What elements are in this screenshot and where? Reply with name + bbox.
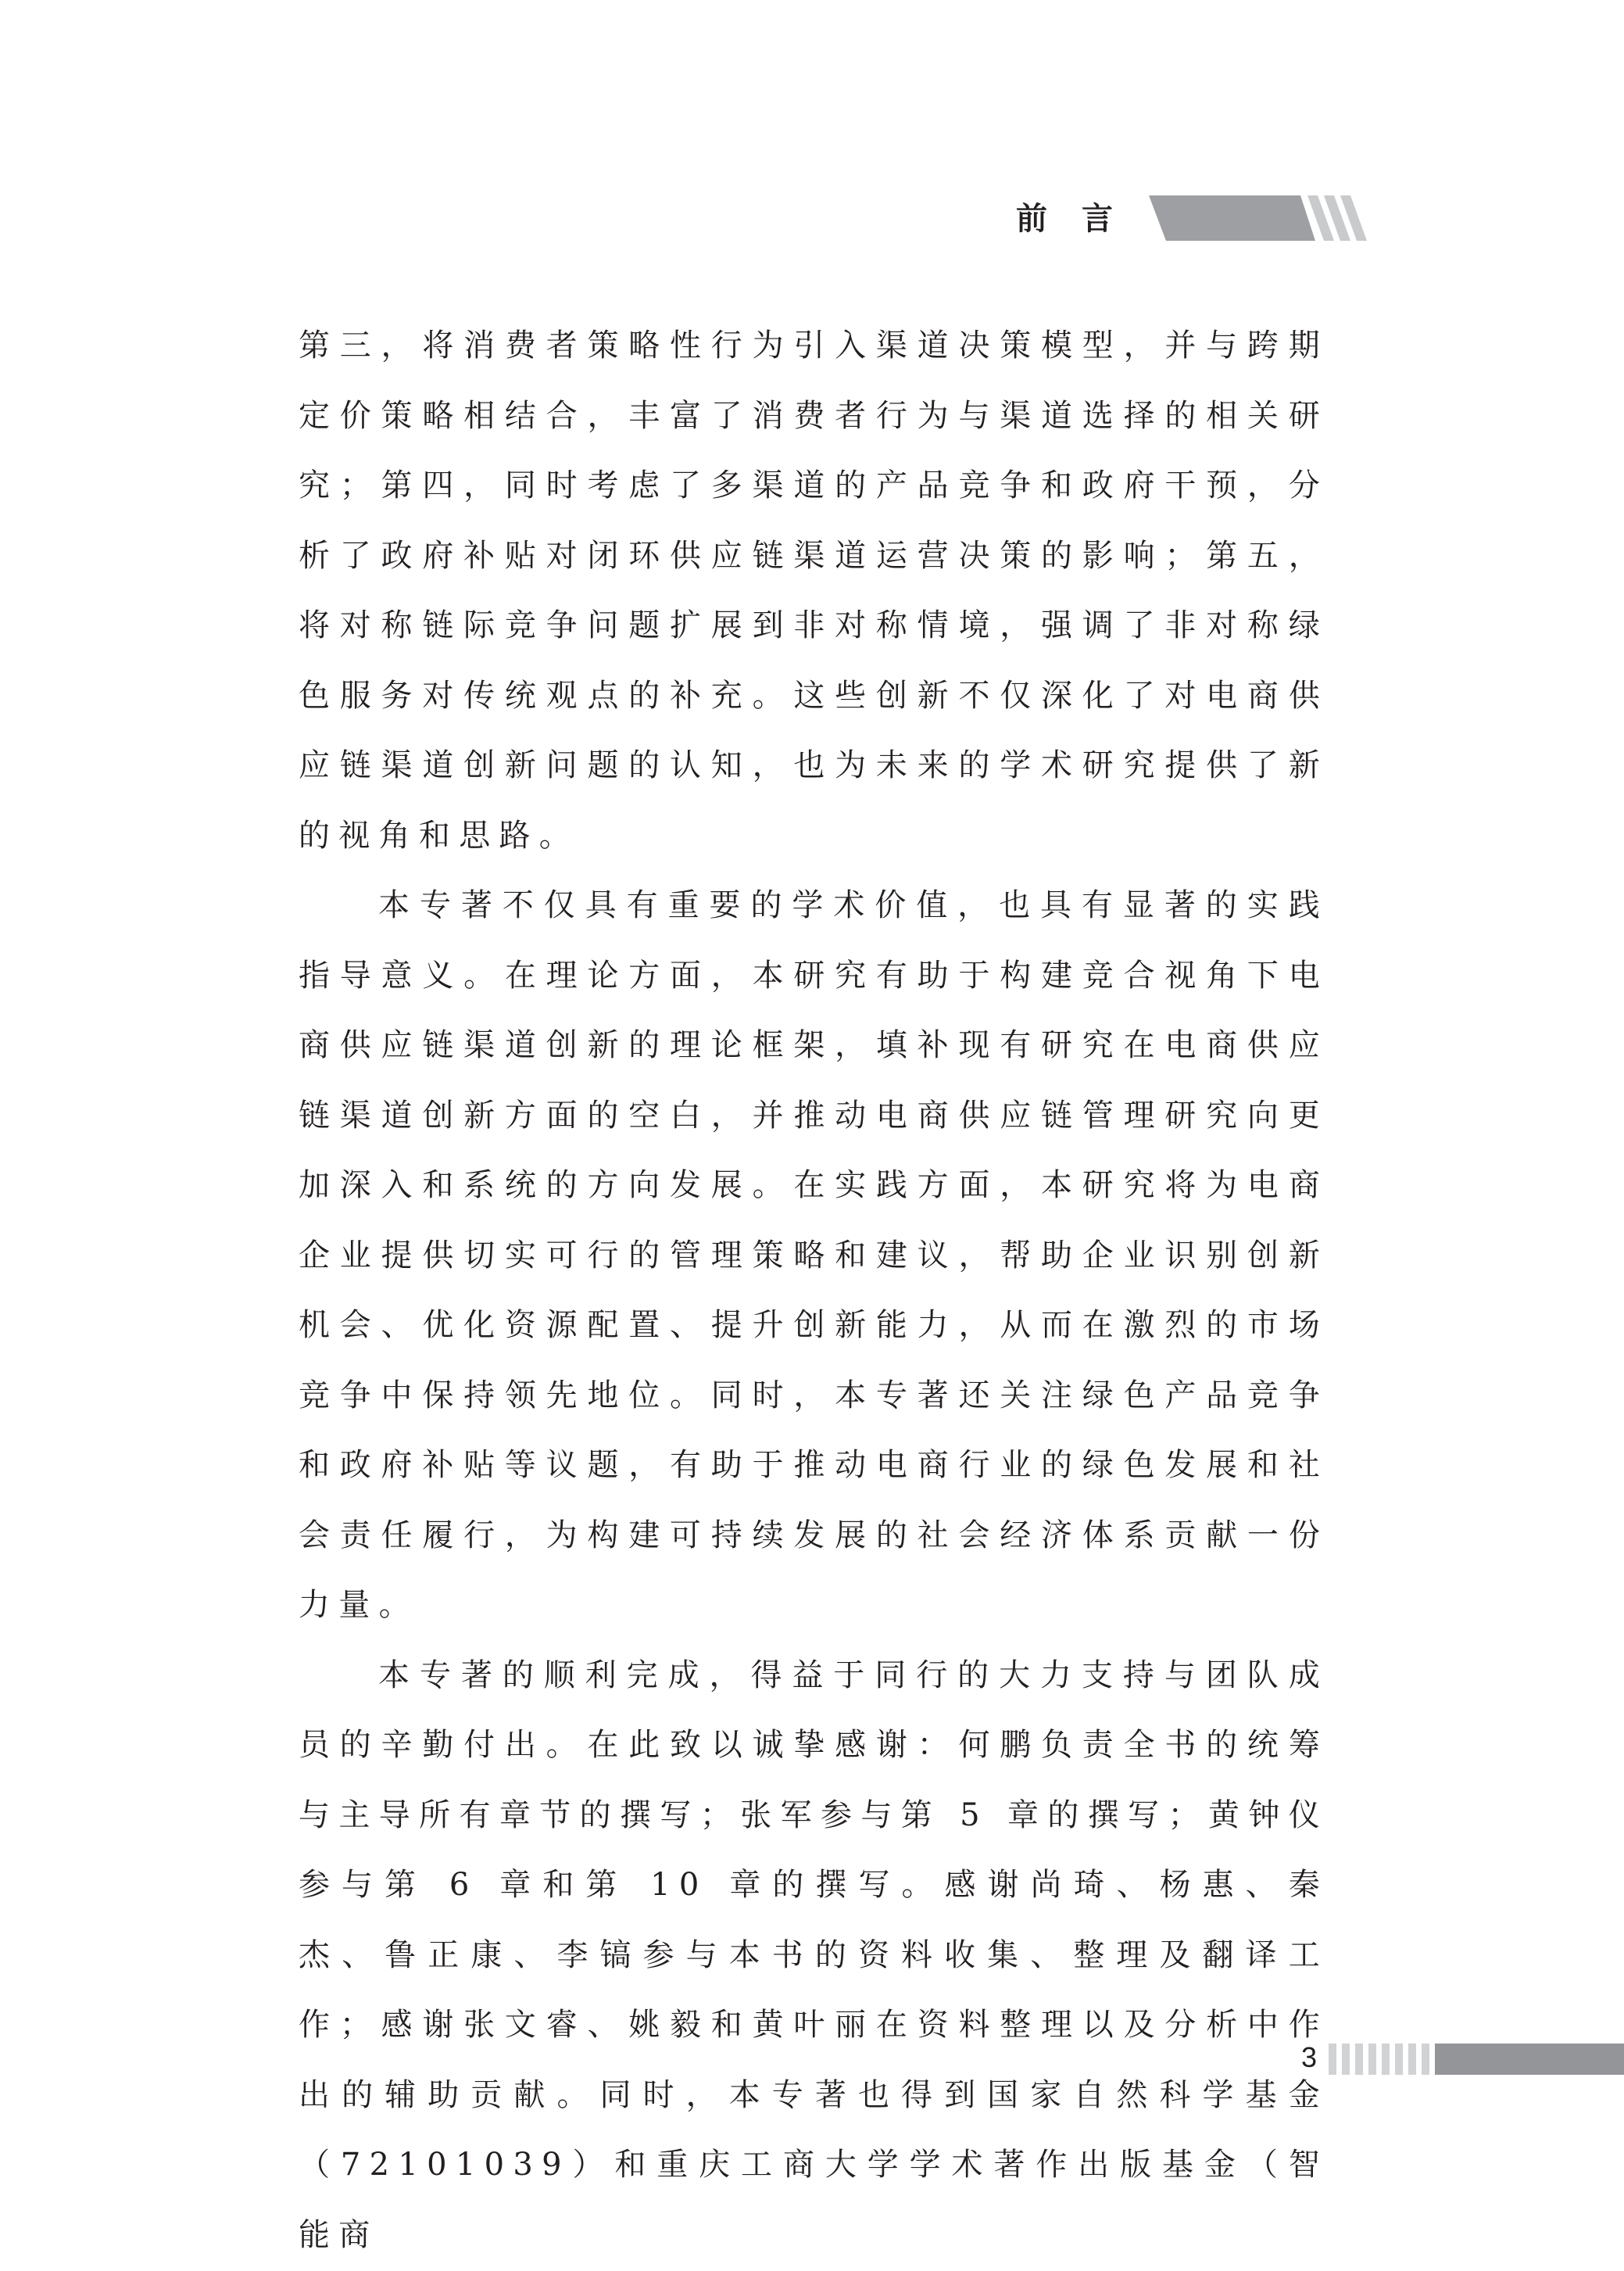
footer-bar [1435,2044,1624,2075]
paragraph-1: 第三，将消费者策略性行为引入渠道决策模型，并与跨期定价策略相结合，丰富了消费者行为与渠道选择的相关研究；第四，同时考虑了多渠道的产品竞争和政府干预，分析了政府补贴对闭环供应链渠道运营决策的影响；第五，将对称链际竞争问题扩展到非对称情境，强调了非对称绿色服务对传统观点的补充。这些创新不仅深化了对电商供应链渠道创新问题的认知，也为未来的学术研究提供了新的视角和思路。 [299,328,1329,854]
footer-stripe [1395,2044,1403,2075]
footer-stripe [1408,2044,1416,2075]
footer-stripe [1382,2044,1390,2075]
footer-stripe [1422,2044,1429,2075]
running-header-title: 前言 [1016,201,1147,237]
paragraph-2: 本专著不仅具有重要的学术价值，也具有显著的实践指导意义。在理论方面，本研究有助于构建竞合视角下电商供应链渠道创新的理论框架，填补现有研究在电商供应链渠道创新方面的空白，并推动电商供应链管理研究向更加深入和系统的方向发展。在实践方面，本研究将为电商企业提供切实可行的管理策略和建议，帮助企业识别创新机会、优化资源配置、提升创新能力，从而在激烈的市场竞争中保持领先地位。同时，本专著还关注绿色产品竞争和政府补贴等议题，有助于推动电商行业的绿色发展和社会责任履行，为构建可持续发展的社会经济体系贡献一份力量。 [299,887,1329,1623]
body-text [299,311,1329,2270]
footer-decoration-bar [1329,2044,1624,2075]
page-number: 3 [1300,2041,1318,2073]
paragraph-3: 本专著的顺利完成，得益于同行的大力支持与团队成员的辛勤付出。在此致以诚挚感谢：何鹏负责全书的统筹与主导所有章节的撰写；张军参与第 5 章的撰写；黄钟仪参与第 6 章和第 10 章的撰写。感谢尚琦、杨惠、秦杰、鲁正康、李镐参与本书的资料收集、整理及翻译工作；感谢张文睿、姚毅和黄叶丽在资料整理以及分析中作出的辅助贡献。同时，本专著也得到国家自然科学基金（72101039）和重庆工商大学学术著作出版基金（智能商 [299,1657,1329,2253]
footer-stripe [1355,2044,1363,2075]
footer-stripe [1329,2044,1336,2075]
footer-stripe [1342,2044,1350,2075]
header-decoration-bar [1149,195,1383,241]
footer-stripe [1368,2044,1376,2075]
header-bar [1149,195,1315,241]
